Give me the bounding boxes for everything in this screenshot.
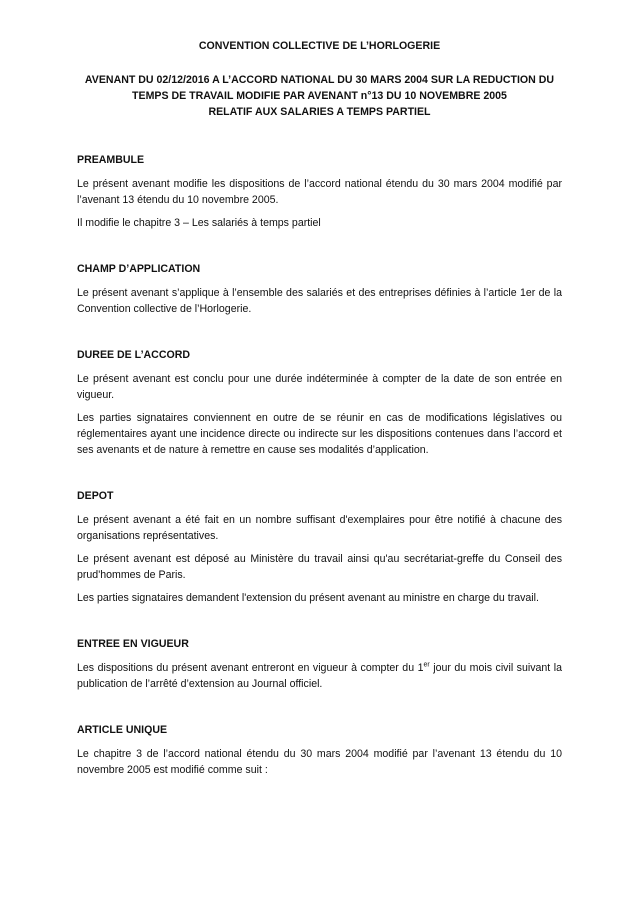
section-champ-application (77, 261, 562, 317)
section-preambule (77, 152, 562, 231)
paragraph: Le chapitre 3 de l’accord national étendu du 30 mars 2004 modifié par l’avenant 13 étendu du 10 novembre 2005 est modifié comme suit : (77, 748, 562, 776)
paragraph: Le présent avenant modifie les dispositions de l’accord national étendu du 30 mars 2004 modifié par l’avenant 13 étendu du 10 novembre 2005. (77, 178, 562, 206)
section-heading: ARTICLE UNIQUE (77, 724, 168, 736)
paragraph: Les parties signataires conviennent en outre de se réunir en cas de modifications législatives ou réglementaires ayant une incidence directe ou indirecte sur les dispositions contenues dans l’accord et ses avenants et de nature à remettre en cause ses modalités d’application. (77, 412, 562, 456)
section-duree (77, 347, 562, 458)
paragraph-text: jour du mois civil suivant la publication de l’arrêté d’extension au Journal officiel. (77, 662, 562, 690)
paragraph (77, 660, 562, 692)
paragraph-text: Les dispositions du présent avenant entreront en vigueur à compter du 1 (77, 662, 424, 674)
section-heading: DEPOT (77, 490, 114, 502)
paragraph: Le présent avenant est déposé au Ministère du travail ainsi qu'au secrétariat-greffe du Conseil des prud'hommes de Paris. (77, 553, 562, 581)
section-heading: ENTREE EN VIGUEUR (77, 638, 189, 650)
paragraph: Le présent avenant est conclu pour une durée indéterminée à compter de la date de son entrée en vigueur. (77, 373, 562, 401)
section-article-unique (77, 722, 562, 778)
document-subtitle (77, 72, 562, 120)
section-depot (77, 488, 562, 606)
paragraph: Il modifie le chapitre 3 – Les salariés à temps partiel (77, 217, 321, 229)
subtitle-line: AVENANT DU 02/12/2016 A L’ACCORD NATIONAL DU 30 MARS 2004 SUR LA REDUCTION DU (84, 74, 555, 86)
section-heading: CHAMP D’APPLICATION (77, 263, 201, 275)
superscript: er (423, 661, 430, 669)
section-heading: DUREE DE L’ACCORD (77, 349, 191, 361)
section-entree-en-vigueur (77, 636, 562, 692)
paragraph: Le présent avenant s’applique à l’ensemble des salariés et des entreprises définies à l’article 1er de la Convention collective de l’Horlogerie. (77, 287, 562, 315)
paragraph: Les parties signataires demandent l'extension du présent avenant au ministre en charge du travail. (77, 592, 539, 604)
section-heading: PREAMBULE (77, 154, 145, 166)
subtitle-line: RELATIF AUX SALARIES A TEMPS PARTIEL (208, 106, 431, 118)
paragraph: Le présent avenant a été fait en un nombre suffisant d'exemplaires pour être notifié à chacune des organisations représentatives. (77, 514, 562, 542)
subtitle-line: TEMPS DE TRAVAIL MODIFIE PAR AVENANT n°13 DU 10 NOVEMBRE 2005 (132, 90, 507, 102)
document-title: CONVENTION COLLECTIVE DE L’HORLOGERIE (198, 40, 441, 52)
